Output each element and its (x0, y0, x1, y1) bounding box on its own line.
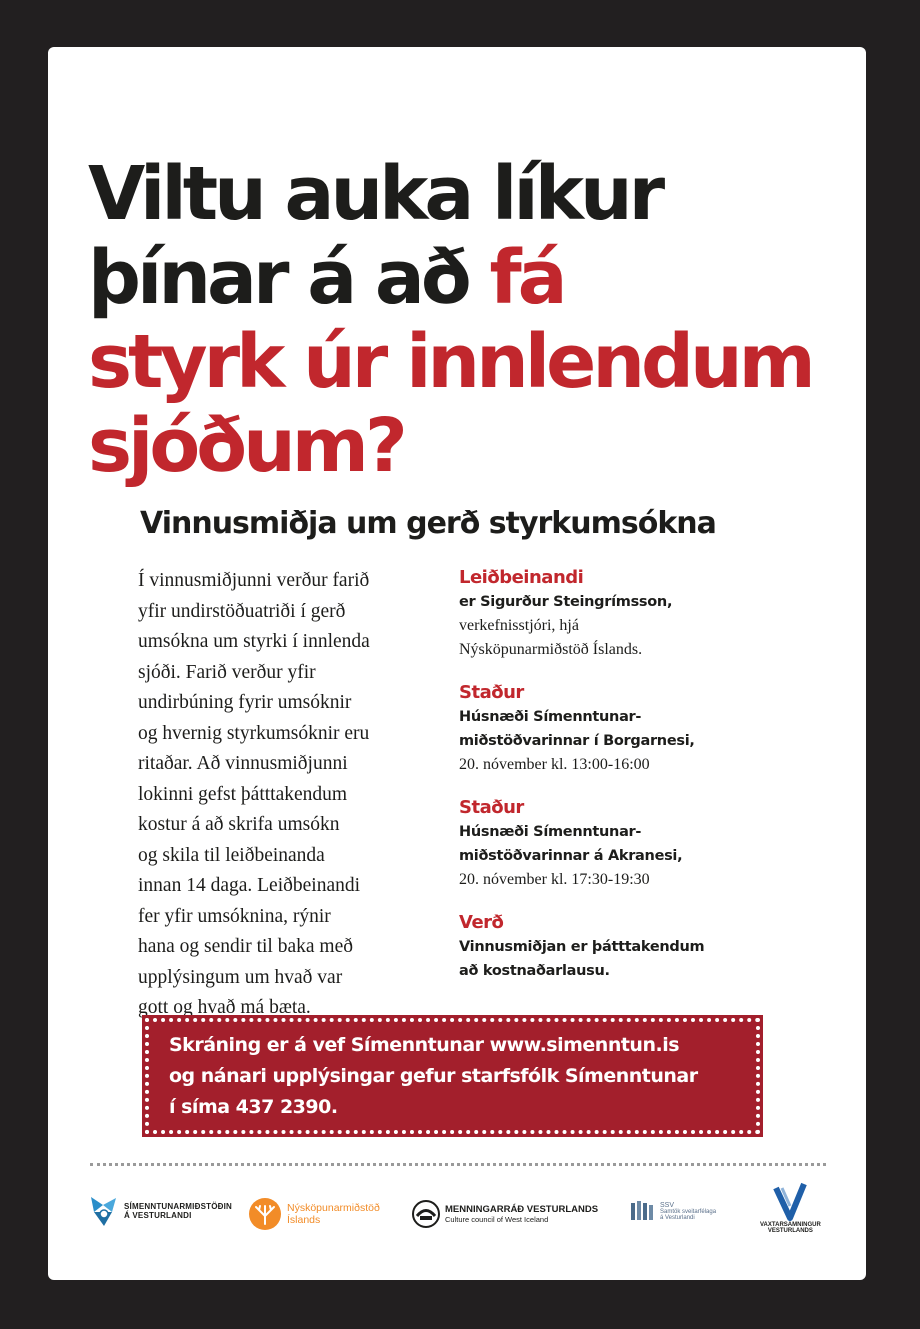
vaxtarsamningur-v-icon (770, 1182, 810, 1222)
instructor-block (459, 566, 779, 662)
headline-line-2-black: þínar á að (88, 235, 490, 321)
headline-line-4: sjóðum? (88, 403, 404, 489)
menningarrad-line-2: Culture council of West Iceland (445, 1215, 549, 1224)
instructor-org: Nýsköpunarmiðstöð Íslands. (459, 641, 643, 658)
simenntun-line-2: Á VESTURLANDI (124, 1211, 192, 1220)
venue-label: Staður (459, 682, 524, 703)
simenntun-emblem-icon (88, 1192, 120, 1230)
registration-line-2: og nánari upplýsingar gefur starfsfólk Símenntunar (169, 1065, 698, 1087)
headline-line-3: styrk úr innlendum (88, 319, 812, 405)
body-line: Í vinnusmiðjunni verður farið (138, 570, 370, 591)
menningarrad-line-1: MENNINGARRÁÐ VESTURLANDS (445, 1204, 599, 1215)
simenntun-line-1: SÍMENNTUNARMIÐSTÖÐIN (124, 1202, 232, 1211)
logo-simenntun (88, 1192, 232, 1230)
registration-box (145, 1018, 760, 1134)
venue-line-2: miðstöðvarinnar á Akranesi, (459, 848, 683, 864)
ssv-line-3: á Vesturlandi (660, 1214, 695, 1221)
venue-akranes-block (459, 796, 779, 892)
instructor-role: verkefnisstjóri, hjá (459, 617, 579, 634)
vaxtarsamningur-line-1: VAXTARSAMNINGUR (760, 1222, 821, 1228)
body-line: innan 14 daga. Leiðbeinandi (138, 875, 361, 896)
vaxtarsamningur-line-2: VESTURLANDS (767, 1228, 813, 1234)
price-line-2: að kostnaðarlausu. (459, 963, 610, 979)
body-line: yfir undirstöðuatriði í gerð (138, 600, 346, 622)
subheading: Vinnusmiðja um gerð styrkumsókna (140, 506, 716, 541)
logo-nyskopun (248, 1197, 380, 1231)
body-line: og hvernig styrkumsóknir eru (138, 722, 370, 744)
instructor-name: er Sigurður Steingrímsson, (459, 594, 673, 610)
body-text (138, 566, 438, 1024)
body-line: hana og sendir til baka með (138, 936, 353, 957)
body-line: fer yfir umsóknina, rýnir (138, 905, 331, 927)
price-line-1: Vinnusmiðjan er þátttakendum (459, 939, 705, 955)
venue-line-1: Húsnæði Símenntunar- (459, 709, 642, 725)
body-line: kostur á að skrifa umsókn (138, 814, 340, 835)
body-line: lokinni gefst þátttakendum (138, 783, 348, 805)
venue-line-2: miðstöðvarinnar í Borgarnesi, (459, 733, 695, 749)
body-line: upplýsingum um hvað var (138, 966, 343, 988)
price-block (459, 911, 779, 983)
headline-line-2 (88, 236, 812, 320)
price-label: Verð (459, 912, 504, 933)
ssv-line-1: SSV (660, 1201, 675, 1209)
ssv-line-2: Samtök sveitarfélaga (660, 1208, 717, 1215)
headline (88, 152, 812, 488)
nyskopun-line-1: Nýsköpunarmiðstöð (287, 1202, 380, 1214)
venue-borgarnes-block (459, 681, 779, 777)
body-line: umsókna um styrki í innlenda (138, 631, 370, 652)
logo-menningarrad (411, 1199, 598, 1229)
headline-line-2-red: fá (489, 235, 564, 321)
body-line: ritaðar. Að vinnusmiðjunni (138, 753, 348, 774)
headline-line-1: Viltu auka líkur (88, 151, 662, 237)
ssv-emblem-icon (630, 1200, 656, 1222)
instructor-label: Leiðbeinandi (459, 567, 584, 588)
nyskopun-tree-icon (248, 1197, 282, 1231)
menningarrad-emblem-icon (411, 1199, 441, 1229)
logo-ssv (630, 1200, 716, 1222)
venue-date: 20. nóvember kl. 17:30-19:30 (459, 871, 650, 888)
venue-label: Staður (459, 797, 524, 818)
registration-line-3: í síma 437 2390. (169, 1096, 338, 1118)
registration-line-1: Skráning er á vef Símenntunar www.simenntun.is (169, 1034, 680, 1056)
body-line: gott og hvað má bæta. (138, 997, 311, 1018)
venue-date: 20. nóvember kl. 13:00-16:00 (459, 756, 650, 773)
body-line: sjóði. Farið verður yfir (138, 661, 316, 683)
logo-vaxtarsamningur (760, 1182, 821, 1234)
body-line: undirbúning fyrir umsóknir (138, 692, 352, 713)
nyskopun-line-2: Íslands (287, 1214, 321, 1226)
body-line: og skila til leiðbeinanda (138, 844, 325, 866)
footer-divider (90, 1163, 826, 1166)
venue-line-1: Húsnæði Símenntunar- (459, 824, 642, 840)
